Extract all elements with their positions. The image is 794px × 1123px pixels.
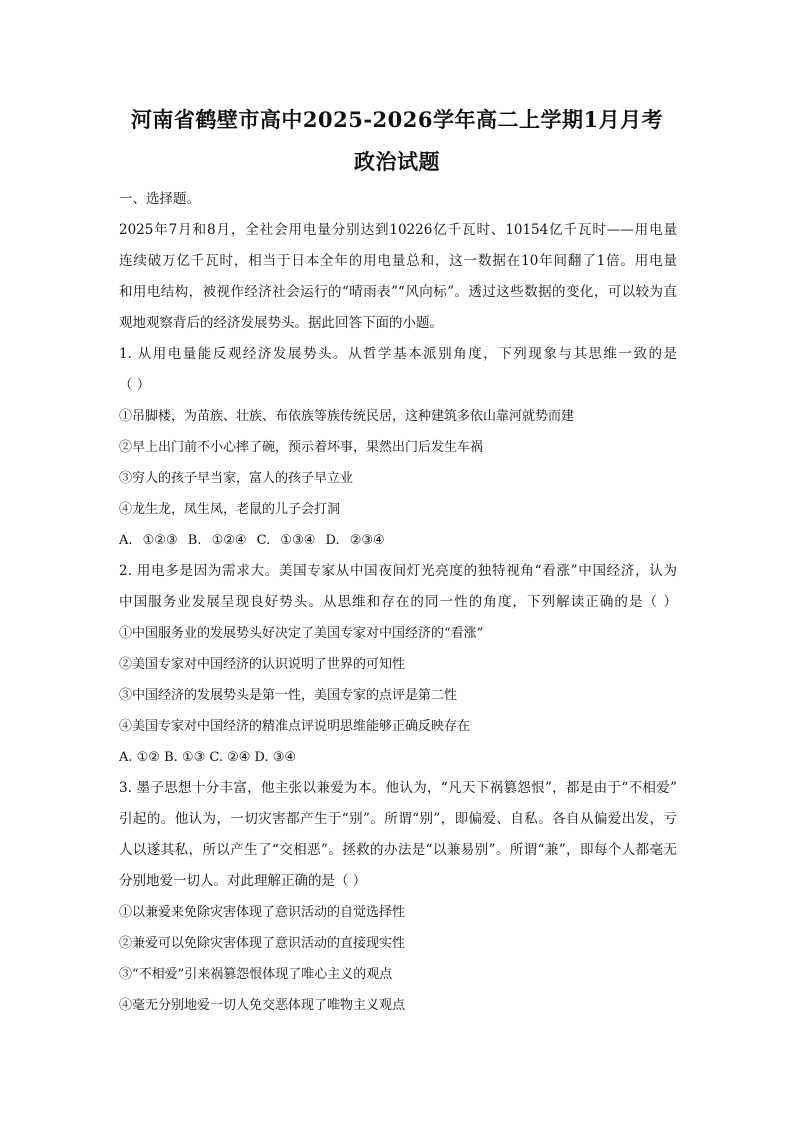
question-1-stem: 1. 从用电量能反观经济发展势头。从哲学基本派别角度，下列现象与其思维一致的是 <box>119 346 677 362</box>
question-3-option: ④毫无分别地爱一切人免交恶体现了唯物主义观点 <box>119 998 406 1013</box>
question-1-option: ①吊脚楼，为苗族、壮族、布依族等族传统民居，这种建筑多依山靠河就势而建 <box>119 409 575 424</box>
question-3-option: ②兼爱可以免除灾害体现了意识活动的直接现实性 <box>119 936 406 951</box>
question-2-stem: 2. 用电多是因为需求大。美国专家从中国夜间灯光亮度的独特视角“看涨”中国经济，认为 <box>119 563 677 579</box>
question-3-stem: 分别地爱一切人。对此理解正确的是（ ） <box>119 873 367 889</box>
intro-paragraph-line: 观地观察背后的经济发展势头。据此回答下面的小题。 <box>119 315 443 331</box>
question-2-choices: A. ①② B. ①③ C. ②④ D. ③④ <box>119 750 297 765</box>
question-3-option: ③“不相爱”引来祸篡怨恨体现了唯心主义的观点 <box>119 967 393 982</box>
question-2-stem: 中国服务业发展呈现良好势头。从思维和存在的同一性的角度，下列解读正确的是（ ） <box>119 594 677 610</box>
question-2-option: ④美国专家对中国经济的精准点评说明思维能够正确反映存在 <box>119 719 471 734</box>
question-2-option: ③中国经济的发展势头是第一性，美国专家的点评是第二性 <box>119 688 458 703</box>
question-1-option: ②早上出门前不小心摔了碗，预示着坏事，果然出门后发生车祸 <box>119 440 484 455</box>
intro-paragraph-line: 2025年7月和8月，全社会用电量分别达到10226亿千瓦时、10154亿千瓦时——用电量 <box>119 222 677 238</box>
intro-paragraph-line: 连续破万亿千瓦时，相当于日本全年的用电量总和，这一数据在10年间翻了1倍。用电量 <box>119 253 677 269</box>
question-1-stem-bracket: （ ） <box>119 377 151 393</box>
question-2-option: ①中国服务业的发展势头好决定了美国专家对中国经济的“看涨” <box>119 626 484 641</box>
document-title: 河南省鹤壁市高中2025-2026学年高二上学期1月月考 <box>130 107 664 132</box>
question-3-stem: 3. 墨子思想十分丰富，他主张以兼爱为本。他认为，“凡天下祸篡怨恨”，都是由于“不相爱” <box>119 780 677 796</box>
document-subtitle: 政治试题 <box>354 149 440 174</box>
question-1-option: ④龙生龙，凤生凤，老鼠的儿子会打洞 <box>119 502 341 517</box>
question-1-choices: A. ①②③ B. ①②④ C. ①③④ D. ②③④ <box>119 533 385 548</box>
intro-paragraph-line: 和用电结构，被视作经济社会运行的“晴雨表”“风向标”。透过这些数据的变化，可以较为直 <box>119 284 677 300</box>
section-heading: 一、选择题。 <box>119 191 200 207</box>
question-3-stem: 人以遂其私，所以产生了“交相恶”。拯救的办法是“以兼易别”。所谓“兼”，即每个人都毫无 <box>119 842 677 858</box>
question-2-option: ②美国专家对中国经济的认识说明了世界的可知性 <box>119 657 406 672</box>
document-body <box>119 184 677 1021</box>
question-3-option: ①以兼爱来免除灾害体现了意识活动的自觉选择性 <box>119 905 406 920</box>
question-1-option: ③穷人的孩子早当家，富人的孩子早立业 <box>119 471 354 486</box>
question-3-stem: 引起的。他认为，一切灾害都产生于“别”。所谓“别”，即偏爱、自私。各自从偏爱出发，亏 <box>119 811 677 827</box>
